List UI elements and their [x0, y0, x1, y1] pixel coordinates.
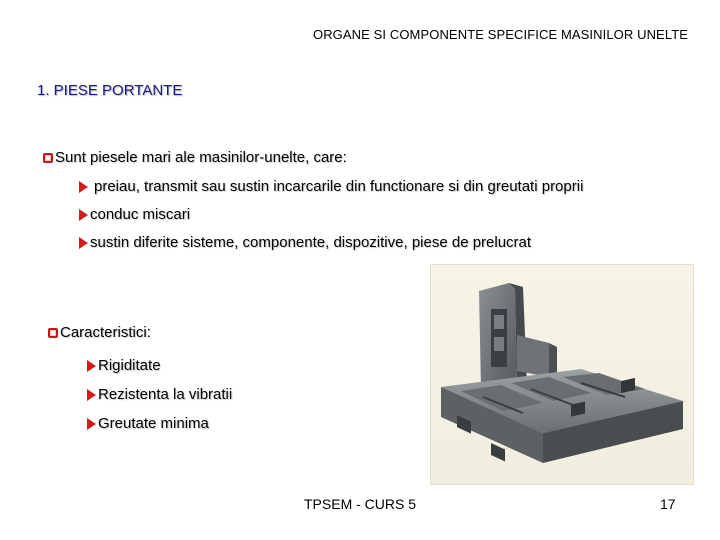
characteristics-item-text: Rigiditate — [98, 357, 161, 374]
intro-item-text: conduc miscari — [90, 206, 191, 223]
intro-text: Sunt piesele mari ale masinilor-unelte, care: — [55, 149, 347, 166]
intro-item — [79, 178, 583, 195]
square-bullet-icon — [43, 153, 53, 163]
arrow-bullet-icon — [87, 389, 96, 401]
footer-course-label: TPSEM - CURS 5 — [304, 496, 417, 512]
square-bullet-icon — [48, 328, 58, 338]
characteristics-text: Caracteristici: — [60, 324, 151, 341]
section-title: 1. PIESE PORTANTE — [37, 82, 183, 99]
arrow-bullet-icon — [79, 209, 88, 221]
arrow-bullet-icon — [79, 181, 88, 193]
arrow-bullet-icon — [79, 237, 88, 249]
slide-header-title: ORGANE SI COMPONENTE SPECIFICE MASINILOR UNELTE — [312, 27, 688, 42]
characteristics-bullet — [48, 324, 151, 341]
characteristics-item-text: Rezistenta la vibratii — [98, 386, 233, 403]
arrow-bullet-icon — [87, 418, 96, 430]
intro-item — [79, 206, 190, 223]
intro-item-text: sustin diferite sisteme, componente, dispozitive, piese de prelucrat — [90, 234, 532, 251]
characteristics-item — [87, 357, 161, 374]
intro-item — [79, 234, 531, 251]
characteristics-item — [87, 386, 232, 403]
intro-item-text: preiau, transmit sau sustin incarcarile din functionare si din greutati proprii — [94, 178, 584, 195]
page-number: 17 — [660, 496, 676, 512]
machine-casting-illustration — [431, 265, 693, 484]
characteristics-item-text: Greutate minima — [98, 415, 209, 432]
arrow-bullet-icon — [87, 360, 96, 372]
machine-base-photo — [430, 264, 694, 485]
characteristics-item — [87, 415, 209, 432]
intro-bullet — [43, 149, 347, 166]
